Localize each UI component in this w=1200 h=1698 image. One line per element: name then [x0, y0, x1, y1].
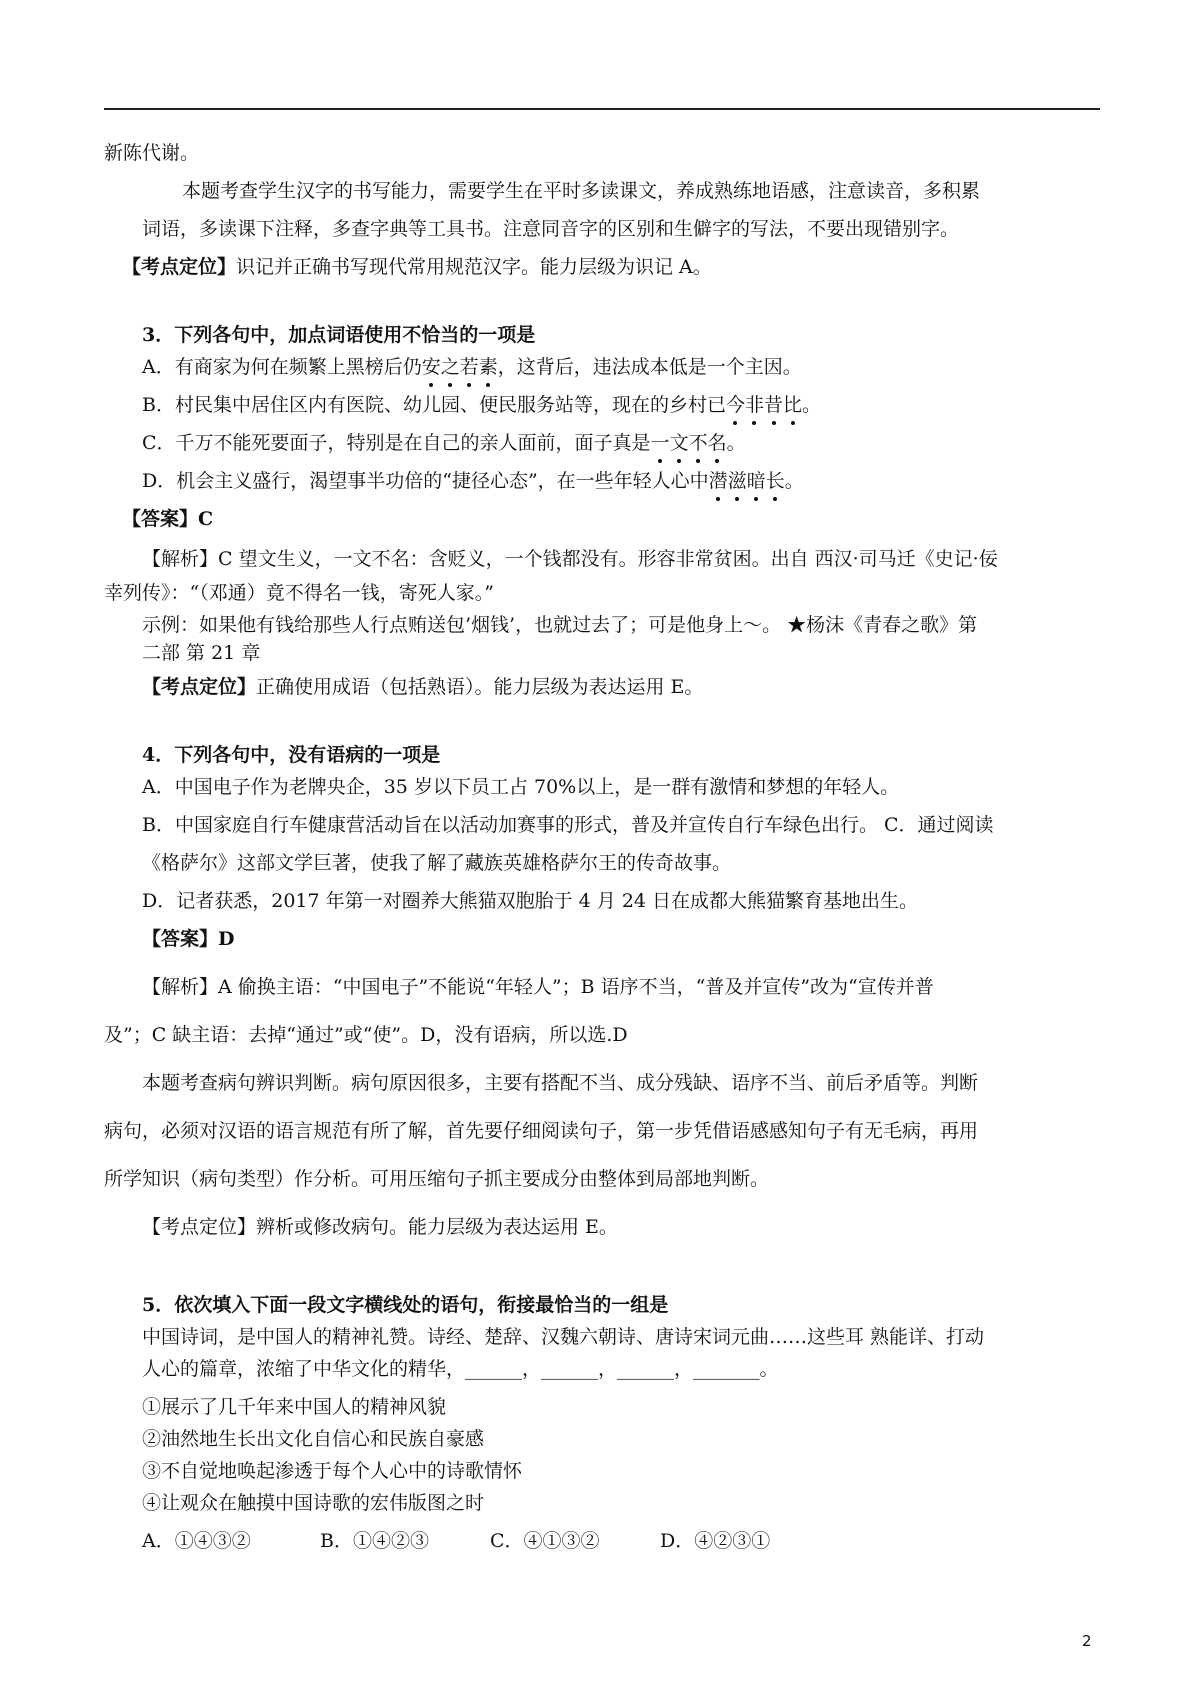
header-rule	[104, 108, 1100, 110]
kaodian-tag: 【考点定位】	[122, 256, 237, 278]
text-line: 本题考查学生汉字的书写能力，需要学生在平时多读课文，养成熟练地语感，注意读音，多积累	[182, 180, 981, 202]
question-5-option-a: A．①④③②	[142, 1530, 251, 1552]
kaodian-text: 识记并正确书写现代常用规范汉字。能力层级为识记 A。	[236, 256, 712, 278]
question-4-analysis: 本题考查病句辨识判断。病句原因很多，主要有搭配不当、成分残缺、语序不当、前后矛盾等。判断	[142, 1072, 979, 1094]
page-number: 2	[1082, 1632, 1092, 1650]
question-3-option-c: C．千万不能死要面子，特别是在自己的亲人面前，面子真是一文不名。	[142, 432, 746, 454]
question-4-kaodian: 【考点定位】辨析或修改病句。能力层级为表达运用 E。	[142, 1216, 618, 1238]
question-4-option-c: 《格萨尔》这部文学巨著，使我了解了藏族英雄格萨尔王的传奇故事。	[142, 852, 732, 874]
question-4-analysis: 及”；C 缺主语：去掉“通过”或“使”。D，没有语病，所以选.D	[104, 1024, 628, 1046]
question-4-option-b: B．中国家庭自行车健康营活动旨在以活动加赛事的形式，普及并宣传自行车绿色出行。 C．通过阅读	[142, 814, 994, 836]
question-3-kaodian: 【考点定位】正确使用成语（包括熟语）。能力层级为表达运用 E。	[142, 676, 704, 698]
question-5-option-c: C．④①③②	[490, 1530, 600, 1552]
question-5-item-1: ①展示了几千年来中国人的精神风貌	[142, 1396, 447, 1418]
question-5-item-3: ③不自觉地唤起渗透于每个人心中的诗歌情怀	[142, 1460, 523, 1482]
question-4-analysis: 所学知识（病句类型）作分析。可用压缩句子抓主要成分由整体到局部地判断。	[104, 1168, 770, 1190]
question-5-option-d: D．④②③①	[660, 1530, 771, 1552]
question-3-analysis: 二部 第 21 章	[142, 642, 261, 664]
question-4-option-d: D．记者获悉，2017 年第一对圈养大熊猫双胞胎于 4 月 24 日在成都大熊猫繁育基地出生。	[142, 890, 919, 912]
question-5-passage: 中国诗词，是中国人的精神礼赞。诗经、楚辞、汉魏六朝诗、唐诗宋词元曲……这些耳 熟能详、打动	[142, 1326, 985, 1348]
question-5-title: 5．依次填入下面一段文字横线处的语句，衔接最恰当的一组是	[142, 1294, 669, 1316]
question-4-analysis: 【解析】A 偷换主语：“中国电子”不能说“年轻人”；B 语序不当，“普及并宣传”改为“宣传并普	[142, 976, 934, 998]
question-5-item-2: ②油然地生长出文化自信心和民族自豪感	[142, 1428, 485, 1450]
question-3-option-b: B．村民集中居住区内有医院、幼儿园、便民服务站等，现在的乡村已今非昔比。	[142, 394, 822, 416]
question-5-passage: 人心的篇章，浓缩了中华文化的精华，______，______，______，_______。	[142, 1358, 779, 1380]
question-5-option-b: B．①④②③	[320, 1530, 429, 1552]
question-4-analysis: 病句，必须对汉语的语言规范有所了解，首先要仔细阅读句子，第一步凭借语感感知句子有无毛病，再用	[104, 1120, 979, 1142]
question-3-analysis: 示例：如果他有钱给那些人行点贿送包’烟钱’，也就过去了；可是他身上～。 ★杨沫《青春之歌》第	[142, 614, 978, 636]
question-3-option-d: D．机会主义盛行，渴望事半功倍的“捷径心态”，在一些年轻人心中潜滋暗长。	[142, 470, 804, 492]
question-4-answer: 【答案】D	[142, 928, 235, 950]
question-3-analysis: 【解析】C 望文生义，一文不名：含贬义，一个钱都没有。形容非常贫困。出自 西汉·司马迁《史记·佞	[142, 548, 998, 570]
question-3-analysis: 幸列传》：“（邓通）竟不得名一钱，寄死人家。”	[104, 582, 494, 604]
question-4-option-a: A．中国电子作为老牌央企，35 岁以下员工占 70%以上，是一群有激情和梦想的年轻人。	[142, 776, 900, 798]
text-line: 词语，多读课下注释，多查字典等工具书。注意同音字的区别和生僻字的写法，不要出现错别字。	[142, 218, 960, 240]
question-3-answer: 【答案】C	[122, 508, 214, 530]
question-3-option-a: A．有商家为何在频繁上黑榜后仍安之若素，这背后，违法成本低是一个主因。	[142, 356, 802, 378]
question-4-title: 4．下列各句中，没有语病的一项是	[142, 744, 441, 766]
question-5-item-4: ④让观众在触摸中国诗歌的宏伟版图之时	[142, 1492, 485, 1514]
text-line: 新陈代谢。	[104, 142, 200, 164]
question-3-title: 3．下列各句中，加点词语使用不恰当的一项是	[142, 324, 536, 346]
kaodian-line	[122, 254, 712, 280]
